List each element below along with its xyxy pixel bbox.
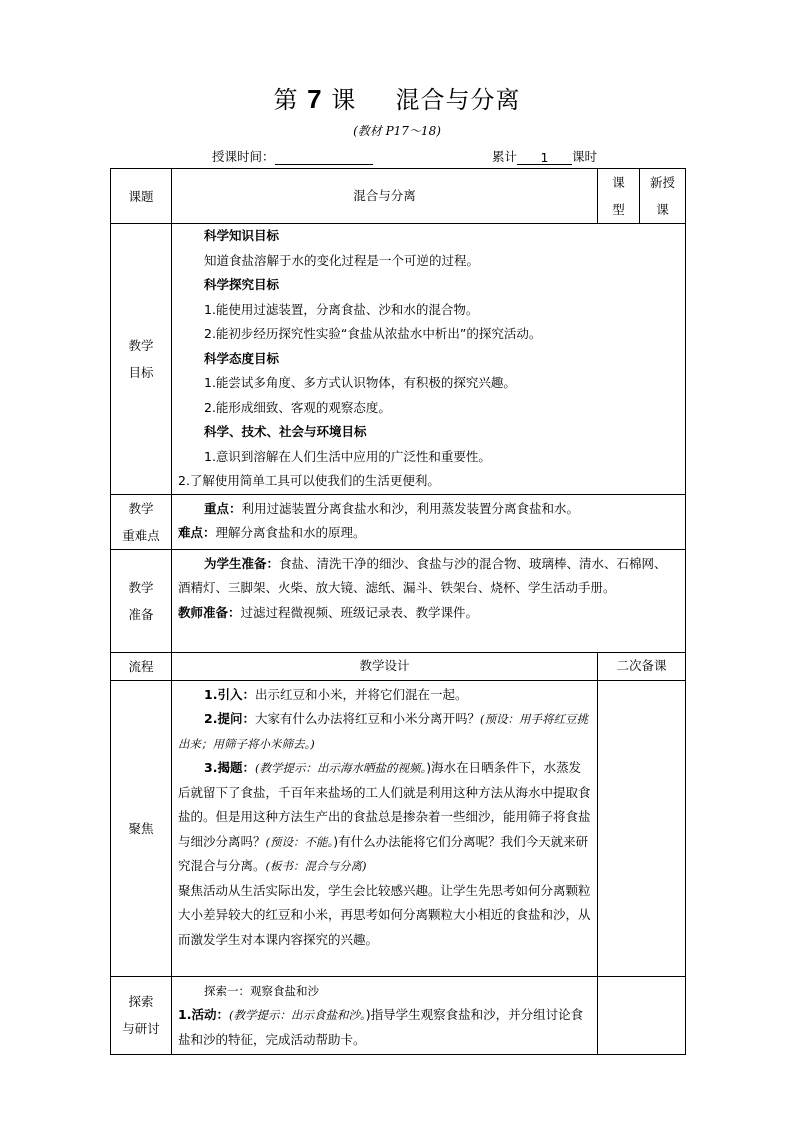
label-preparation: 教学 准备 (111, 549, 172, 652)
focus-content: 1.引入：出示红豆和小米，并将它们混在一起。 2.提问：大家有什么办法将红豆和小米分离开吗？(预设：用手将红豆挑出来；用筛子将小米筛去。) 3.揭题：(教学提示：出示海水晒盐的视频。)海水在日晒条件下，水蒸发后就留下了食盐，千百年来盐场的工人们就是利用这种方法从海水中提取食盐的。但是用这种方法生产出的食盐总是掺杂着一些细沙，能用筛子将食盐与细沙分离吗？(预设：不能。)有什么办法能将它们分离呢？我们今天就来研究混合与分离。(板书：混合与分离) 聚焦活动从生活实际出发，学生会比较感兴趣。让学生先思考如何分离颗粒大小差异较大的红豆和小米，再思考如何分离颗粒大小相近的食盐和沙，从而激发学生对本课内容探究的兴趣。 (172, 680, 598, 976)
explore-content: 探索一：观察食盐和沙 1.活动：(教学提示：出示食盐和沙。)指导学生观察食盐和沙，并分组讨论食盐和沙的特征，完成活动帮助卡。 (172, 976, 598, 1055)
key-label: 重点： (204, 500, 242, 516)
teaching-time: 授课时间： (212, 147, 373, 165)
cumulative-value: 1 (517, 150, 572, 165)
row-explore (111, 976, 686, 1055)
goal-line: 1.意识到溶解在人们生活中应用的广泛性和重要性。 (204, 448, 491, 464)
label-type: 课 型 (598, 169, 640, 224)
header-second-prep: 二次备课 (598, 652, 686, 680)
goal-line: 科学、技术、社会与环境目标 (204, 424, 367, 439)
lesson-plan-table (110, 168, 686, 1055)
topic-value: 混合与分离 (172, 169, 598, 224)
label-focus: 聚焦 (111, 680, 172, 976)
goal-line: 1.能使用过滤装置，分离食盐、沙和水的混合物。 (204, 301, 479, 317)
explore-second-prep (598, 976, 686, 1055)
lesson-title: 混合与分离 (395, 86, 521, 114)
key-points-content (172, 494, 686, 549)
goal-line: 1.能尝试多角度、多方式认识物体，有积极的探究兴趣。 (204, 375, 516, 390)
goal-line: 知道食盐溶解于水的变化过程是一个可逆的过程。 (204, 252, 480, 268)
page-title: 第 7 课 混合与分离 (273, 84, 521, 114)
row-goals (111, 224, 686, 495)
row-topic (111, 169, 686, 224)
label-key-points: 教学 重难点 (111, 494, 172, 549)
goal-line: 2.能形成细致、客观的观察态度。 (204, 399, 391, 415)
header-flow: 流程 (111, 652, 172, 680)
goal-line: 2.了解使用简单工具可以使我们的生活更便利。 (178, 473, 440, 488)
difficulty-text: 理解分离食盐和水的原理。 (215, 525, 366, 540)
lesson-number: 7 (307, 84, 323, 114)
textbook-pages: (教材 P17～18) (353, 124, 441, 138)
teacher-prep-text: 过滤过程微视频、班级记录表、教学课件。 (240, 604, 479, 620)
row-design-header (111, 652, 686, 680)
focus-second-prep (598, 680, 686, 976)
label-explore: 探索 与研讨 (111, 976, 172, 1055)
teacher-prep-label: 教师准备： (178, 604, 241, 620)
row-preparation (111, 549, 686, 652)
student-prep-label: 为学生准备： (204, 555, 280, 571)
teaching-time-blank (275, 150, 373, 165)
header-design: 教学设计 (172, 652, 598, 680)
row-focus (111, 680, 686, 976)
row-key-points (111, 494, 686, 549)
preparation-content (172, 549, 686, 652)
type-value: 新授 课 (640, 169, 686, 224)
goal-line: 2.能初步经历探究性实验“食盐从浓盐水中析出”的探究活动。 (204, 326, 542, 341)
student-prep-text: 食盐、清洗干净的细沙、食盐与沙的混合物、玻璃棒、清水、石棉网、酒精灯、三脚架、火柴、放大镜、滤纸、漏斗、铁架台、烧杯、学生活动手册。 (178, 555, 667, 595)
key-text: 利用过滤装置分离食盐水和沙，利用蒸发装置分离食盐和水。 (241, 500, 580, 516)
cumulative-periods: 累计 1 课时 (492, 149, 598, 165)
goal-line: 科学知识目标 (204, 228, 280, 243)
label-topic: 课题 (111, 169, 172, 224)
label-goals: 教学 目标 (111, 224, 172, 495)
goals-content (172, 224, 686, 495)
goal-line: 科学态度目标 (204, 350, 280, 366)
difficulty-label: 难点： (178, 525, 216, 540)
goal-line: 科学探究目标 (204, 277, 280, 292)
